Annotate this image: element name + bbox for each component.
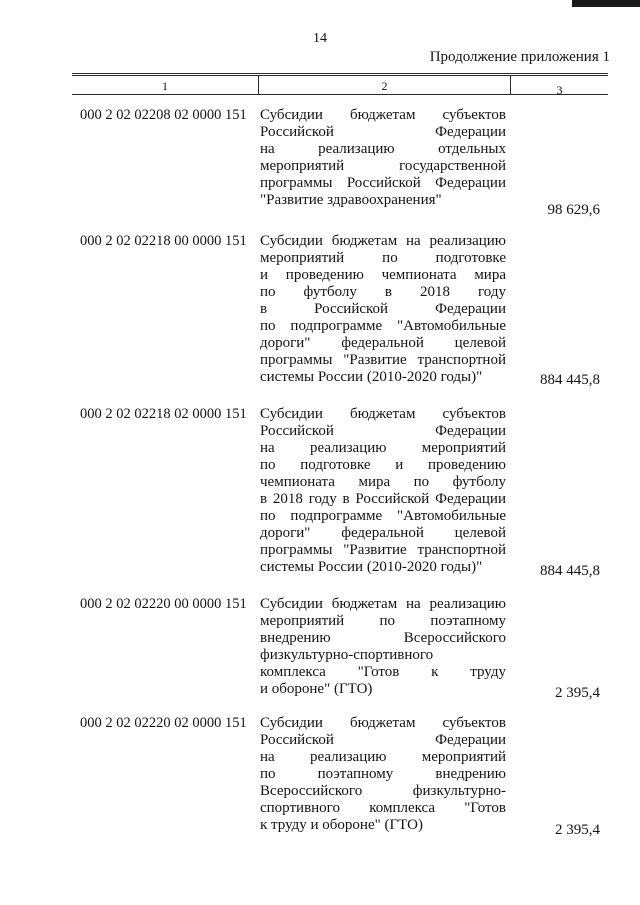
description-line: Субсидии бюджетам на реализацию	[260, 596, 506, 612]
description-line: программы "Развитие транспортной	[260, 542, 506, 558]
description-line: по футболу в 2018 году	[260, 284, 506, 300]
description-line: мероприятий по подготовке	[260, 250, 506, 266]
description-line: программы Российской Федерации	[260, 175, 506, 191]
budget-code: 000 2 02 02220 00 0000 151	[80, 596, 247, 612]
description-line: системы России (2010-2020 годы)"	[260, 559, 483, 575]
page-number: 14	[313, 31, 327, 46]
column-heading-amount: 3	[556, 83, 563, 97]
row-amount: 884 445,8	[540, 372, 600, 388]
description-line: по подпрограмме "Автомобильные	[260, 508, 506, 524]
column-heading-name: 2	[381, 79, 388, 93]
header-top-line	[72, 73, 608, 74]
description-line: по подготовке и проведению	[260, 457, 506, 473]
row-amount: 2 395,4	[555, 685, 600, 701]
description-line: Российской Федерации	[260, 423, 506, 439]
description-line: дороги" федеральной целевой	[260, 525, 506, 541]
header-top-line-inner	[72, 75, 608, 76]
column-heading-code: 1	[162, 79, 168, 93]
row-amount: 884 445,8	[540, 563, 600, 579]
row-description	[260, 715, 506, 834]
description-line: дороги" федеральной целевой	[260, 335, 506, 351]
description-line: на реализацию мероприятий	[260, 440, 506, 456]
budget-code: 000 2 02 02218 00 0000 151	[80, 233, 247, 249]
description-line: Субсидии бюджетам субъектов	[260, 406, 506, 422]
row-description	[260, 233, 506, 386]
row-amount: 2 395,4	[555, 822, 600, 838]
description-line: по поэтапному внедрению	[260, 766, 506, 782]
description-line: комплекса "Готов к труду	[260, 664, 506, 680]
description-line: внедрению Всероссийского	[260, 630, 506, 646]
description-line: Российской Федерации	[260, 124, 506, 140]
description-line: мероприятий государственной	[260, 158, 506, 174]
description-line: в Российской Федерации	[260, 301, 506, 317]
description-line: в 2018 году в Российской Федерации	[260, 491, 506, 507]
description-line: Субсидии бюджетам субъектов	[260, 715, 506, 731]
description-line: Российской Федерации	[260, 732, 506, 748]
description-line: к труду и обороне" (ГТО)	[260, 817, 423, 833]
description-line: системы России (2010-2020 годы)"	[260, 369, 483, 385]
description-line: физкультурно-спортивного	[260, 647, 434, 663]
budget-code: 000 2 02 02208 02 0000 151	[80, 107, 247, 123]
description-line: на реализацию отдельных	[260, 141, 506, 157]
description-line: программы "Развитие транспортной	[260, 352, 506, 368]
description-line: Всероссийского физкультурно-	[260, 783, 506, 799]
description-line: Субсидии бюджетам субъектов	[260, 107, 506, 123]
description-line: спортивного комплекса "Готов	[260, 800, 506, 816]
row-description	[260, 107, 506, 209]
budget-code: 000 2 02 02220 02 0000 151	[80, 715, 247, 731]
description-line: мероприятий по поэтапному	[260, 613, 506, 629]
description-line: и проведению чемпионата мира	[260, 267, 506, 283]
row-description	[260, 596, 506, 698]
budget-code: 000 2 02 02218 02 0000 151	[80, 406, 247, 422]
scan-edge-mark	[572, 0, 640, 7]
appendix-note: Продолжение приложения 1	[429, 49, 610, 65]
description-line: Субсидии бюджетам на реализацию	[260, 233, 506, 249]
description-line: по подпрограмме "Автомобильные	[260, 318, 506, 334]
description-line: чемпионата мира по футболу	[260, 474, 506, 490]
row-amount: 98 629,6	[547, 202, 600, 218]
description-line: на реализацию мероприятий	[260, 749, 506, 765]
row-description	[260, 406, 506, 576]
description-line: и обороне" (ГТО)	[260, 681, 373, 697]
description-line: "Развитие здравоохранения"	[260, 192, 442, 208]
